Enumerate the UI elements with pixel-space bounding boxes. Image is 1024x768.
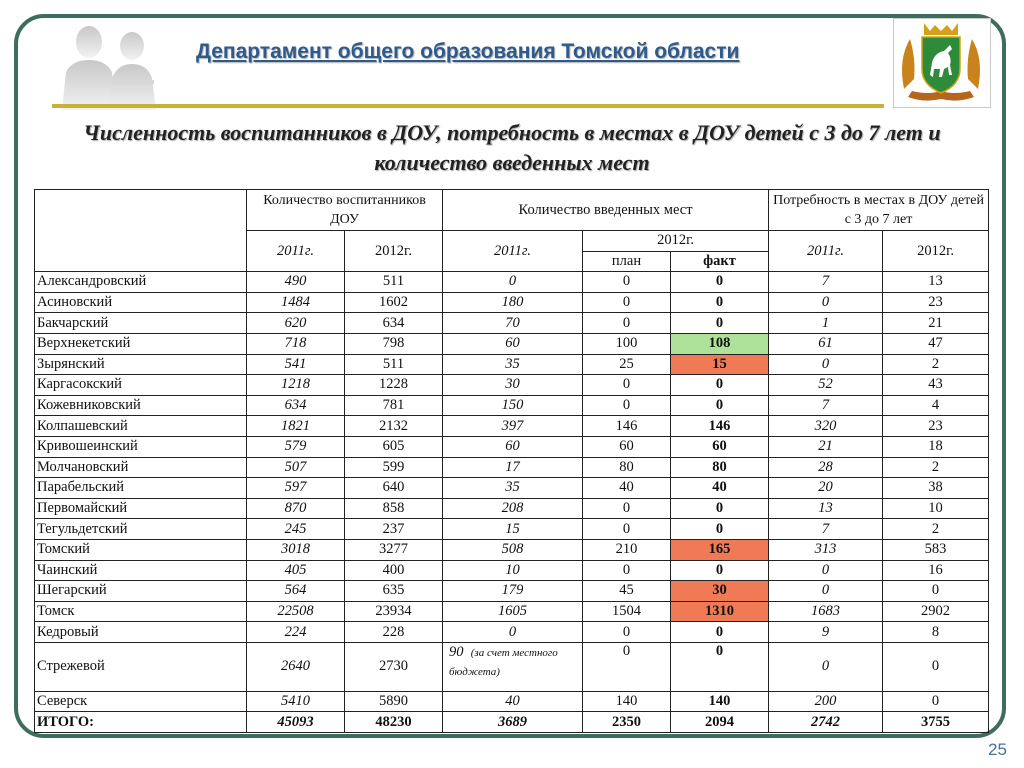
pupils-2012-cell: 634 [345, 313, 443, 334]
pupils-2012-cell: 781 [345, 395, 443, 416]
pupils-2012-cell: 640 [345, 478, 443, 499]
row-name: Кедровый [35, 622, 247, 643]
table-row [35, 622, 989, 643]
fact-cell: 140 [671, 691, 769, 712]
demand-2012-cell: 10 [883, 498, 989, 519]
fact-cell: 0 [671, 272, 769, 293]
pupils-2012-header: 2012г. [345, 231, 443, 272]
introduced-2011-cell: 179 [443, 581, 583, 602]
pupils-2011-cell: 1821 [247, 416, 345, 437]
plan-cell: 1504 [583, 601, 671, 622]
fact-cell: 15 [671, 354, 769, 375]
pupils-2012-cell: 5890 [345, 691, 443, 712]
demand-2012-cell: 16 [883, 560, 989, 581]
pupils-2011-cell: 541 [247, 354, 345, 375]
pupils-2012-cell: 48230 [345, 712, 443, 733]
plan-cell: 25 [583, 354, 671, 375]
pupils-2011-cell: 507 [247, 457, 345, 478]
fact-cell: 0 [671, 622, 769, 643]
demand-2011-cell: 0 [769, 354, 883, 375]
introduced-2011-cell: 60 [443, 333, 583, 354]
demand-2011-cell: 7 [769, 272, 883, 293]
pupils-2011-cell: 870 [247, 498, 345, 519]
corner-header-cell [35, 190, 247, 272]
introduced-2011-cell: 17 [443, 457, 583, 478]
introduced-2011-cell: 3689 [443, 712, 583, 733]
row-name: Кожевниковский [35, 395, 247, 416]
plan-cell: 0 [583, 375, 671, 396]
plan-cell: 210 [583, 539, 671, 560]
fact-cell: 0 [671, 395, 769, 416]
introduced-2011-cell: 180 [443, 292, 583, 313]
pupils-2012-cell: 237 [345, 519, 443, 540]
pupils-header: Количество воспитанников ДОУ [247, 190, 443, 231]
demand-2012-cell: 23 [883, 416, 989, 437]
introduced-2011-cell: 30 [443, 375, 583, 396]
demand-2011-cell: 0 [769, 581, 883, 602]
pupils-2011-cell: 634 [247, 395, 345, 416]
demand-2012-cell: 8 [883, 622, 989, 643]
table-body [35, 272, 989, 733]
plan-cell: 0 [583, 395, 671, 416]
table-row [35, 292, 989, 313]
demand-2011-cell: 0 [769, 560, 883, 581]
introduced-2011-cell: 508 [443, 539, 583, 560]
fact-cell: 2094 [671, 712, 769, 733]
row-name: Стрежевой [35, 642, 247, 691]
pupils-2011-cell: 718 [247, 333, 345, 354]
introduced-2011-cell: 10 [443, 560, 583, 581]
table-row-seversk [35, 691, 989, 712]
fact-cell: 80 [671, 457, 769, 478]
demand-2012-cell: 43 [883, 375, 989, 396]
pupils-2012-cell: 2730 [345, 642, 443, 691]
row-name: Парабельский [35, 478, 247, 499]
row-name: Шегарский [35, 581, 247, 602]
table-row [35, 333, 989, 354]
introduced-2011-cell: 60 [443, 436, 583, 457]
row-name: Первомайский [35, 498, 247, 519]
demand-2012-cell: 0 [883, 581, 989, 602]
demand-2011-cell: 9 [769, 622, 883, 643]
row-name: Зырянский [35, 354, 247, 375]
pupils-2012-cell: 1602 [345, 292, 443, 313]
demand-2012-cell: 3755 [883, 712, 989, 733]
tomsk-coat-of-arms-icon [894, 19, 988, 105]
plan-cell: 146 [583, 416, 671, 437]
plan-cell: 0 [583, 622, 671, 643]
pupils-2011-cell: 245 [247, 519, 345, 540]
plan-cell: 0 [583, 498, 671, 519]
pupils-2011-cell: 224 [247, 622, 345, 643]
demand-2011-cell: 28 [769, 457, 883, 478]
pupils-2011-cell: 3018 [247, 539, 345, 560]
introduced-2011-cell: 40 [443, 691, 583, 712]
demand-2011-cell: 52 [769, 375, 883, 396]
plan-cell: 0 [583, 642, 671, 691]
fact-cell: 146 [671, 416, 769, 437]
row-name: Бакчарский [35, 313, 247, 334]
introduced-2011-cell [443, 642, 583, 691]
table-row [35, 354, 989, 375]
demand-2011-cell: 313 [769, 539, 883, 560]
row-name: Асиновский [35, 292, 247, 313]
fact-cell: 1310 [671, 601, 769, 622]
row-name: Северск [35, 691, 247, 712]
plan-cell: 2350 [583, 712, 671, 733]
table-row-strezhevoy [35, 642, 989, 691]
plan-cell: 0 [583, 272, 671, 293]
demand-2011-cell: 320 [769, 416, 883, 437]
fact-cell: 0 [671, 560, 769, 581]
demand-2012-cell: 4 [883, 395, 989, 416]
plan-cell: 60 [583, 436, 671, 457]
row-name: Томский [35, 539, 247, 560]
pupils-2012-cell: 511 [345, 354, 443, 375]
demand-2012-cell: 18 [883, 436, 989, 457]
pupils-2012-cell: 635 [345, 581, 443, 602]
table-row [35, 395, 989, 416]
demand-2012-cell: 2902 [883, 601, 989, 622]
demand-2012-cell: 2 [883, 457, 989, 478]
fact-cell: 0 [671, 313, 769, 334]
table-row [35, 457, 989, 478]
demand-2012-cell: 38 [883, 478, 989, 499]
demand-header: Потребность в местах в ДОУ детей с 3 до 7 лет [769, 190, 989, 231]
table-row [35, 313, 989, 334]
pupils-2012-cell: 599 [345, 457, 443, 478]
plan-cell: 0 [583, 292, 671, 313]
row-name: Томск [35, 601, 247, 622]
data-table [34, 189, 989, 733]
table-row [35, 581, 989, 602]
row-name: ИТОГО: [35, 712, 247, 733]
pupils-2011-cell: 2640 [247, 642, 345, 691]
pupils-2011-cell: 22508 [247, 601, 345, 622]
introduced-header: Количество введенных мест [443, 190, 769, 231]
plan-cell: 0 [583, 519, 671, 540]
table-row [35, 478, 989, 499]
demand-2011-cell: 1683 [769, 601, 883, 622]
demand-2011-cell: 2742 [769, 712, 883, 733]
people-silhouette-icon [44, 20, 174, 110]
demand-2011-cell: 0 [769, 292, 883, 313]
fact-cell: 60 [671, 436, 769, 457]
demand-2012-cell: 13 [883, 272, 989, 293]
fact-cell: 165 [671, 539, 769, 560]
demand-2011-cell: 1 [769, 313, 883, 334]
pupils-2011-cell: 490 [247, 272, 345, 293]
pupils-2012-cell: 798 [345, 333, 443, 354]
table-row [35, 375, 989, 396]
pupils-2012-cell: 605 [345, 436, 443, 457]
pupils-2011-cell: 1484 [247, 292, 345, 313]
introduced-2011-cell: 70 [443, 313, 583, 334]
introduced-2011-cell: 208 [443, 498, 583, 519]
demand-2011-cell: 200 [769, 691, 883, 712]
plan-header: план [583, 251, 671, 272]
fact-cell: 0 [671, 519, 769, 540]
pupils-2011-header: 2011г. [247, 231, 345, 272]
introduced-2011-cell: 35 [443, 478, 583, 499]
pupils-2011-cell: 5410 [247, 691, 345, 712]
table-row [35, 560, 989, 581]
introduced-2011-header: 2011г. [443, 231, 583, 272]
demand-2012-cell: 21 [883, 313, 989, 334]
pupils-2012-cell: 3277 [345, 539, 443, 560]
table-row [35, 416, 989, 437]
demand-2012-cell: 2 [883, 354, 989, 375]
introduced-2011-cell: 15 [443, 519, 583, 540]
pupils-2011-cell: 405 [247, 560, 345, 581]
department-title: Департамент общего образования Томской области [196, 40, 740, 63]
plan-cell: 45 [583, 581, 671, 602]
introduced-2011-cell: 1605 [443, 601, 583, 622]
demand-2011-cell: 7 [769, 519, 883, 540]
pupils-2012-cell: 400 [345, 560, 443, 581]
pupils-2012-cell: 228 [345, 622, 443, 643]
pupils-2011-cell: 597 [247, 478, 345, 499]
introduced-2011-cell: 35 [443, 354, 583, 375]
demand-2012-cell: 47 [883, 333, 989, 354]
demand-2012-cell: 23 [883, 292, 989, 313]
table-row [35, 601, 989, 622]
fact-cell: 0 [671, 375, 769, 396]
fact-cell: 0 [671, 292, 769, 313]
demand-2012-cell: 583 [883, 539, 989, 560]
demand-2011-cell: 7 [769, 395, 883, 416]
demand-2011-cell: 61 [769, 333, 883, 354]
table-row [35, 519, 989, 540]
introduced-2011-value: 90 [449, 643, 464, 660]
plan-cell: 140 [583, 691, 671, 712]
pupils-2011-cell: 564 [247, 581, 345, 602]
table-row [35, 272, 989, 293]
introduced-2012-header: 2012г. [583, 231, 769, 252]
row-name: Александровский [35, 272, 247, 293]
demand-2011-cell: 21 [769, 436, 883, 457]
pupils-2012-cell: 23934 [345, 601, 443, 622]
pupils-2011-cell: 620 [247, 313, 345, 334]
demand-2012-cell: 0 [883, 642, 989, 691]
fact-cell: 108 [671, 333, 769, 354]
coat-of-arms-frame [893, 18, 991, 108]
plan-cell: 80 [583, 457, 671, 478]
pupils-2011-cell: 45093 [247, 712, 345, 733]
row-name: Тегульдетский [35, 519, 247, 540]
slide-title: Численность воспитанников в ДОУ, потребность в местах в ДОУ детей с 3 до 7 лет и количество введенных мест [83, 120, 941, 175]
fact-cell: 0 [671, 642, 769, 691]
demand-2011-header: 2011г. [769, 231, 883, 272]
local-budget-note: (за счет местного бюджета) [449, 646, 558, 678]
plan-cell: 40 [583, 478, 671, 499]
pupils-2012-cell: 2132 [345, 416, 443, 437]
row-name: Молчановский [35, 457, 247, 478]
row-name: Каргасокский [35, 375, 247, 396]
demand-2011-cell: 0 [769, 642, 883, 691]
table-row-total [35, 712, 989, 733]
demand-2011-cell: 13 [769, 498, 883, 519]
pupils-2011-cell: 579 [247, 436, 345, 457]
table-row [35, 436, 989, 457]
plan-cell: 0 [583, 560, 671, 581]
fact-cell: 0 [671, 498, 769, 519]
introduced-2011-cell: 150 [443, 395, 583, 416]
pupils-2012-cell: 1228 [345, 375, 443, 396]
demand-2012-header: 2012г. [883, 231, 989, 272]
demand-2012-cell: 0 [883, 691, 989, 712]
plan-cell: 100 [583, 333, 671, 354]
page-number: 25 [988, 740, 1007, 759]
fact-cell: 30 [671, 581, 769, 602]
row-name: Кривошеинский [35, 436, 247, 457]
introduced-2011-cell: 397 [443, 416, 583, 437]
fact-header: факт [671, 251, 769, 272]
plan-cell: 0 [583, 313, 671, 334]
demand-2012-cell: 2 [883, 519, 989, 540]
pupils-2012-cell: 511 [345, 272, 443, 293]
introduced-2011-cell: 0 [443, 272, 583, 293]
pupils-2012-cell: 858 [345, 498, 443, 519]
row-name: Колпашевский [35, 416, 247, 437]
demand-2011-cell: 20 [769, 478, 883, 499]
fact-cell: 40 [671, 478, 769, 499]
pupils-2011-cell: 1218 [247, 375, 345, 396]
introduced-2011-cell: 0 [443, 622, 583, 643]
data-table-wrapper [34, 189, 988, 733]
row-name: Верхнекетский [35, 333, 247, 354]
header-divider [52, 104, 884, 108]
table-row [35, 539, 989, 560]
table-row [35, 498, 989, 519]
row-name: Чаинский [35, 560, 247, 581]
